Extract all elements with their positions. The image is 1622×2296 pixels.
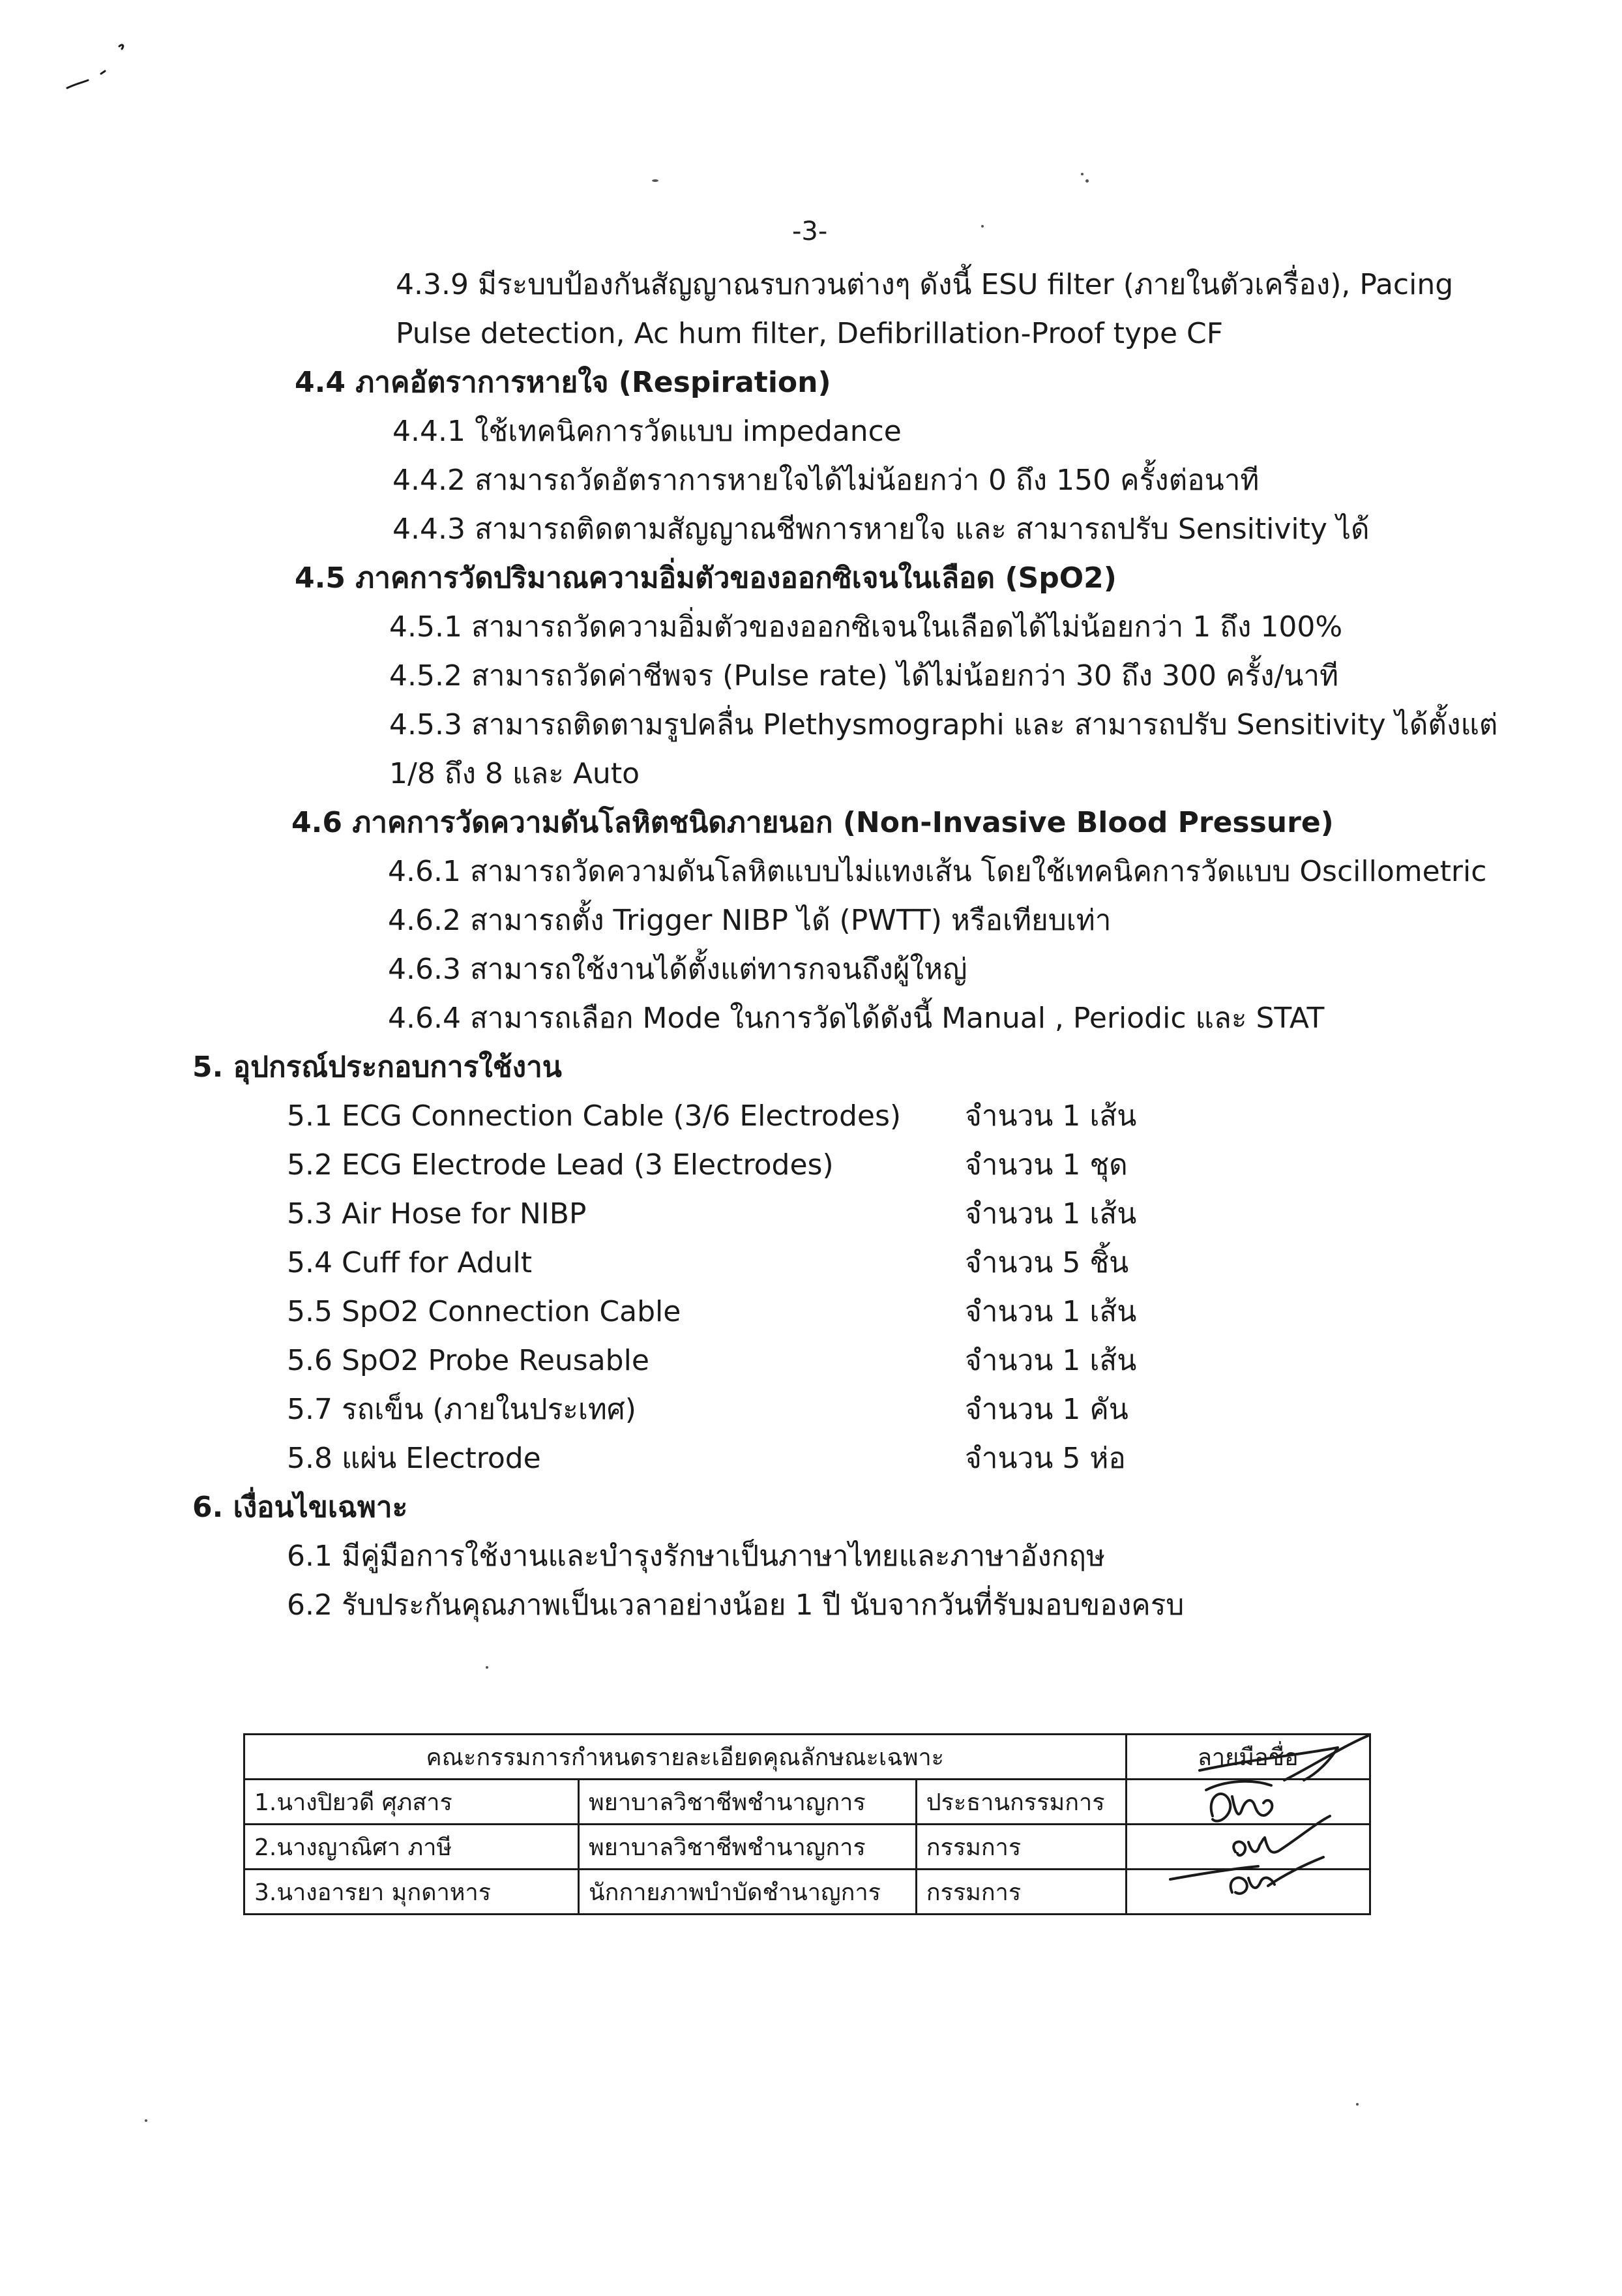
handwritten-signatures <box>1108 1682 1395 1917</box>
scan-speck <box>1356 2103 1359 2106</box>
item-5-7-label: 5.7 รถเข็น (ภายในประเทศ) <box>287 1393 636 1426</box>
item-4-5-2: 4.5.2 สามารถวัดค่าชีพจร (Pulse rate) ได้ไม่น้อยกว่า 30 ถึง 300 ครั้ง/นาที <box>389 659 1339 693</box>
item-4-5-1: 4.5.1 สามารถวัดความอิ่มตัวของออกซิเจนในเลือดได้ไม่น้อยกว่า 1 ถึง 100% <box>389 610 1343 644</box>
scan-speck <box>486 1666 488 1669</box>
scan-speck <box>1085 179 1089 183</box>
item-5-6-qty: จำนวน 1 เส้น <box>965 1344 1137 1377</box>
member-position: พยาบาลวิชาชีพชำนาญการ <box>579 1780 917 1825</box>
scan-speck <box>981 225 984 228</box>
member-position: พยาบาลวิชาชีพชำนาญการ <box>579 1825 917 1870</box>
item-5-1-qty: จำนวน 1 เส้น <box>965 1099 1137 1133</box>
item-4-6-3: 4.6.3 สามารถใช้งานได้ตั้งแต่ทารกจนถึงผู้ใหญ่ <box>388 953 967 986</box>
item-4-5-3: 4.5.3 สามารถติดตามรูปคลื่น Plethysmographi และ สามารถปรับ Sensitivity ได้ตั้งแต่ <box>389 708 1498 741</box>
item-4-6-1: 4.6.1 สามารถวัดความดันโลหิตแบบไม่แทงเส้น โดยใช้เทคนิคการวัดแบบ Oscillometric <box>388 855 1487 888</box>
signature-header: ลายมือชื่อ <box>1126 1735 1370 1780</box>
heading-4-6: 4.6 ภาคการวัดความดันโลหิตชนิดภายนอก (Non-Invasive Blood Pressure) <box>291 806 1334 839</box>
heading-5: 5. อุปกรณ์ประกอบการใช้งาน <box>192 1051 562 1084</box>
item-4-3-9-line1: 4.3.9 มีระบบป้องกันสัญญาณรบกวนต่างๆ ดังนี้ ESU filter (ภายในตัวเครื่อง), Pacing <box>396 268 1454 301</box>
item-4-4-3: 4.4.3 สามารถติดตามสัญญาณชีพการหายใจ และ สามารถปรับ Sensitivity ได้ <box>392 513 1370 546</box>
member-name: 1.นางปิยวดี ศุภสาร <box>244 1780 579 1825</box>
scan-speck <box>1081 173 1084 175</box>
item-5-7-qty: จำนวน 1 คัน <box>965 1393 1128 1426</box>
heading-4-4: 4.4 ภาคอัตราการหายใจ (Respiration) <box>295 366 831 399</box>
item-4-6-4: 4.6.4 สามารถเลือก Mode ในการวัดได้ดังนี้ Manual , Periodic และ STAT <box>388 1002 1325 1035</box>
item-6-2: 6.2 รับประกันคุณภาพเป็นเวลาอย่างน้อย 1 ปี นับจากวันที่รับมอบของครบ <box>287 1588 1185 1622</box>
member-name: 2.นางญาณิศา ภาษี <box>244 1825 579 1870</box>
item-5-5-label: 5.5 SpO2 Connection Cable <box>287 1295 681 1328</box>
item-4-4-2: 4.4.2 สามารถวัดอัตราการหายใจได้ไม่น้อยกว่า 0 ถึง 150 ครั้งต่อนาที <box>392 464 1260 497</box>
member-role: ประธานกรรมการ <box>916 1780 1126 1825</box>
item-5-8-label: 5.8 แผ่น Electrode <box>287 1442 541 1475</box>
scan-speck <box>145 2119 147 2122</box>
item-6-1: 6.1 มีคู่มือการใช้งานและบำรุงรักษาเป็นภาษาไทยและภาษาอังกฤษ <box>287 1540 1106 1573</box>
member-role: กรรมการ <box>916 1870 1126 1915</box>
heading-4-5: 4.5 ภาคการวัดปริมาณความอิ่มตัวของออกซิเจนในเลือด (SpO2) <box>295 561 1117 595</box>
page-number: -3- <box>792 216 828 246</box>
scan-corner-mark <box>62 36 134 95</box>
member-position: นักกายภาพบำบัดชำนาญการ <box>579 1870 917 1915</box>
item-5-4-label: 5.4 Cuff for Adult <box>287 1246 532 1279</box>
item-4-3-9-line2: Pulse detection, Ac hum filter, Defibrillation-Proof type CF <box>396 317 1224 350</box>
committee-header: คณะกรรมการกำหนดรายละเอียดคุณลักษณะเฉพาะ <box>244 1735 1127 1780</box>
scan-speck <box>652 179 658 182</box>
item-4-4-1: 4.4.1 ใช้เทคนิคการวัดแบบ impedance <box>392 415 902 448</box>
item-5-6-label: 5.6 SpO2 Probe Reusable <box>287 1344 649 1377</box>
item-5-3-label: 5.3 Air Hose for NIBP <box>287 1197 587 1230</box>
item-5-5-qty: จำนวน 1 เส้น <box>965 1295 1137 1328</box>
item-5-4-qty: จำนวน 5 ชิ้น <box>965 1246 1129 1279</box>
item-5-2-qty: จำนวน 1 ชุด <box>965 1148 1128 1182</box>
item-5-3-qty: จำนวน 1 เส้น <box>965 1197 1137 1230</box>
member-name: 3.นางอารยา มุกดาหาร <box>244 1870 579 1915</box>
item-5-1-label: 5.1 ECG Connection Cable (3/6 Electrodes) <box>287 1099 902 1133</box>
heading-6: 6. เงื่อนไขเฉพาะ <box>192 1491 408 1524</box>
item-4-6-2: 4.6.2 สามารถตั้ง Trigger NIBP ได้ (PWTT) หรือเทียบเท่า <box>388 904 1112 937</box>
item-5-2-label: 5.2 ECG Electrode Lead (3 Electrodes) <box>287 1148 834 1182</box>
item-5-8-qty: จำนวน 5 ห่อ <box>965 1442 1126 1475</box>
item-4-5-3-cont: 1/8 ถึง 8 และ Auto <box>389 757 640 790</box>
member-role: กรรมการ <box>916 1825 1126 1870</box>
